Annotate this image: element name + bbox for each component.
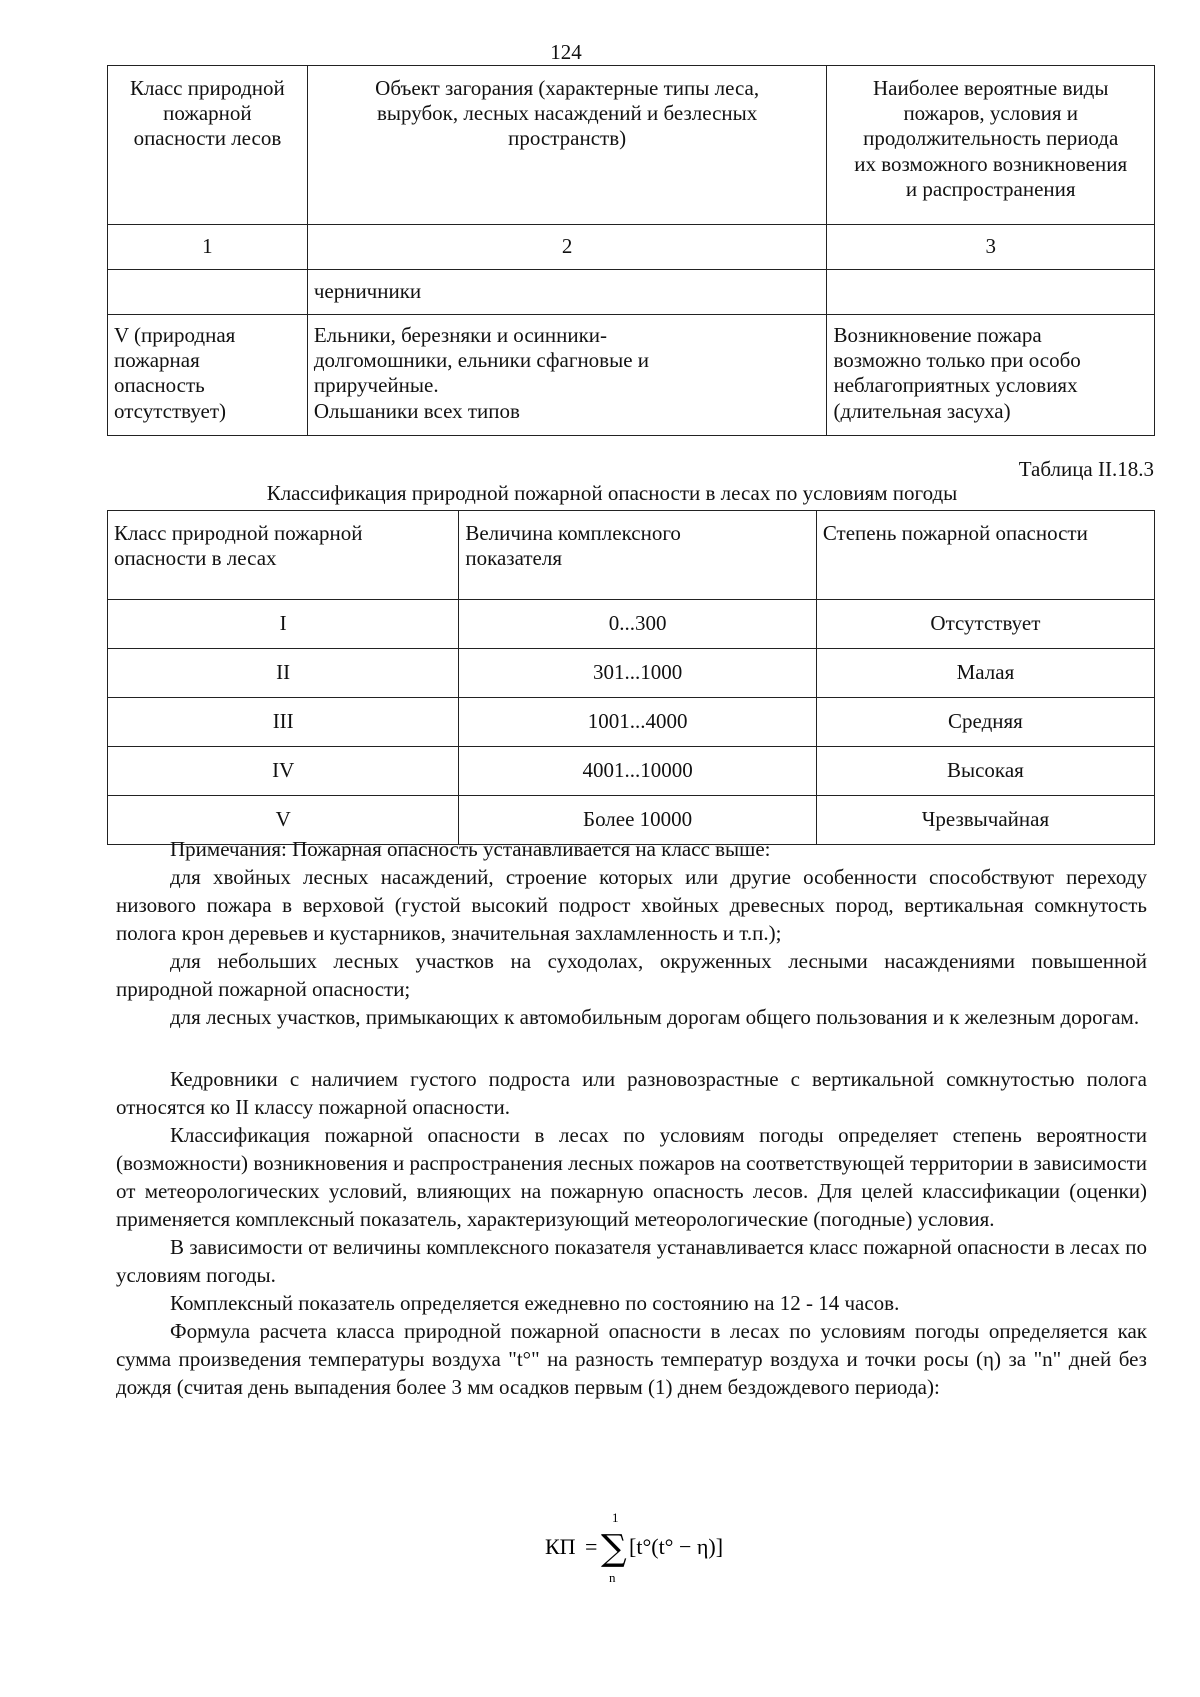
- header-fire-types: Наиболее вероятные виды пожаров, условия и продолжительность периода их возможного возникновения и распространения: [827, 66, 1155, 225]
- note-item: для лесных участков, примыкающих к автомобильным дорогам общего пользования и к железным дорогам.: [170, 1005, 1140, 1029]
- paragraph: В зависимости от величины комплексного показателя устанавливается класс пожарной опасности в лесах по условиям погоды.: [116, 1235, 1147, 1287]
- table-row: [108, 315, 1155, 436]
- weather-fire-class-table: [107, 510, 1155, 845]
- sum-upper-limit: 1: [612, 1510, 619, 1525]
- paragraph: Классификация пожарной опасности в лесах по условиям погоды определяет степень вероятности (возможности) возникновения и распространения лесных пожаров на соответствующей территории в зависимости от метеорологических условий, влияющих на пожарную опасность лесов. Для целей классификации (оценки) применяется комплексный показатель, характеризующий метеорологические (погодные) условия.: [116, 1123, 1147, 1231]
- sigma-symbol: ∑: [601, 1528, 627, 1569]
- table-cell: II: [108, 649, 459, 698]
- table-row: [108, 270, 1155, 315]
- column-number-row: [108, 225, 1155, 270]
- table-cell: IV: [108, 747, 459, 796]
- paragraph: Кедровники с наличием густого подроста или разновозрастные с вертикальной сомкнутостью полога относятся ко II классу пожарной опасности.: [116, 1067, 1147, 1119]
- sum-lower-limit: n: [609, 1570, 616, 1585]
- table-row: [108, 649, 1155, 698]
- note-item: для небольших лесных участков на суходолах, окруженных лесными насаждениями повышенной природной пожарной опасности;: [116, 949, 1147, 1001]
- table-title: Классификация природной пожарной опасности в лесах по условиям погоды: [266, 481, 958, 505]
- table-cell: [827, 270, 1155, 315]
- table-cell: Отсутствует: [816, 600, 1154, 649]
- page-number: 124: [550, 40, 582, 64]
- table-row: [108, 600, 1155, 649]
- column-number: 2: [307, 225, 827, 270]
- table-row: [108, 747, 1155, 796]
- paragraph: Комплексный показатель определяется ежедневно по состоянию на 12 - 14 часов.: [170, 1291, 900, 1315]
- table-cell: I: [108, 600, 459, 649]
- table-cell: Средняя: [816, 698, 1154, 747]
- table-cell: черничники: [307, 270, 827, 315]
- complex-index-formula: [545, 1508, 745, 1588]
- formula-lhs: КП: [545, 1534, 576, 1559]
- formula-term: [t°(t° − η)]: [629, 1534, 724, 1559]
- table-cell: 301...1000: [459, 649, 816, 698]
- table-cell: 0...300: [459, 600, 816, 649]
- table-cell: 1001...4000: [459, 698, 816, 747]
- body-text: [116, 835, 1147, 1401]
- formula-paragraph: Формула расчета класса природной пожарной опасности в лесах по условиям погоды определяется как сумма произведения температуры воздуха "t°" на разность температур воздуха и точки росы (η) за "n" дней без дождя (считая день выпадения более 3 мм осадков первым (1) днем бездождевого периода):: [116, 1319, 1147, 1399]
- header-danger-degree: Степень пожарной опасности: [816, 511, 1154, 600]
- table-cell: [108, 270, 308, 315]
- header-fire-class: Класс природной пожарной опасности лесов: [108, 66, 308, 225]
- note-item: для хвойных лесных насаждений, строение которых или другие особенности способствуют переходу низового пожара в верховой (густой высокий подрост хвойных древесных пород, вертикальная сомкнутость полога крон деревьев и кустарников, значительная захламленность и т.п.);: [116, 865, 1147, 945]
- table-cell: Ельники, березняки и осинники- долгомошники, ельники сфагновые и приручейные. Ольшаники всех типов: [307, 315, 827, 436]
- table-cell: 4001...10000: [459, 747, 816, 796]
- table-cell: Возникновение пожара возможно только при особо неблагоприятных условиях (длительная засуха): [827, 315, 1155, 436]
- formula-equals: =: [585, 1534, 598, 1559]
- formula-graphic: [545, 1508, 745, 1588]
- table-number: Таблица II.18.3: [1018, 457, 1154, 481]
- table-cell: Высокая: [816, 747, 1154, 796]
- table-cell: Малая: [816, 649, 1154, 698]
- header-ignition-object: Объект загорания (характерные типы леса, вырубок, лесных насаждений и безлесных пространств): [307, 66, 827, 225]
- table-row: [108, 698, 1155, 747]
- table-cell: III: [108, 698, 459, 747]
- table-header-row: [108, 511, 1155, 600]
- table-cell: Более 10000: [459, 796, 816, 845]
- table-cell: V: [108, 796, 459, 845]
- table-header-row: [108, 66, 1155, 225]
- notes-heading: Примечания: Пожарная опасность устанавливается на класс выше:: [170, 837, 771, 861]
- table-cell: V (природная пожарная опасность отсутствует): [108, 315, 308, 436]
- column-number: 1: [108, 225, 308, 270]
- eta-symbol: η: [983, 1347, 995, 1371]
- table-cell: Чрезвычайная: [816, 796, 1154, 845]
- header-fire-class: Класс природной пожарной опасности в лесах: [108, 511, 459, 600]
- column-number: 3: [827, 225, 1155, 270]
- forest-fire-class-table-continued: [107, 65, 1155, 436]
- header-complex-index: Величина комплексного показателя: [459, 511, 816, 600]
